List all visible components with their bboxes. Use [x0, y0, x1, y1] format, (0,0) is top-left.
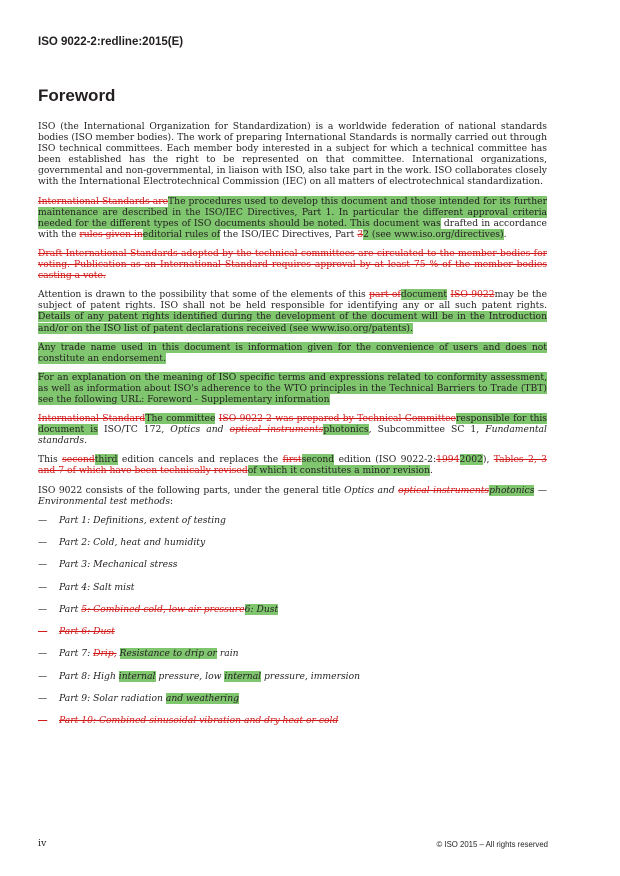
page-number: iv	[38, 838, 47, 849]
paragraph-conformity	[38, 372, 547, 405]
part-label: Part 3: Mechanical stress	[59, 559, 178, 571]
inserted-text: 2 (see www.iso.org/directives)	[363, 228, 504, 240]
paragraph-committee	[38, 413, 547, 446]
dash-bullet: —	[38, 603, 48, 615]
inserted-text: Details of any patent rights identified during the development of the document will be in the Introduction and/or on the ISO list of patent declarations received (see www.iso.org/patents).	[38, 311, 547, 334]
dash-bullet: —	[38, 626, 48, 638]
text: :	[170, 495, 174, 507]
paragraph-procedures	[38, 196, 547, 240]
list-item	[38, 537, 547, 548]
inserted-text: and weathering	[165, 692, 239, 704]
italic-text: Optics and	[170, 424, 230, 436]
document-header-id: ISO 9022-2:redline:2015(E)	[38, 36, 184, 48]
part-label	[59, 604, 278, 615]
text: edition cancels and replaces the	[117, 454, 283, 466]
list-item	[38, 671, 547, 682]
text: .	[430, 465, 433, 477]
paragraph-iso-intro: ISO (the International Organization for Standardization) is a worldwide federation of national standards bodies (ISO member bodies). The work of preparing International Standards is normally carried out through ISO technical committees. Each member body interested in a subject for which a technical committee has been established has the right to be represented on that committee. International organizations, governmental and non-governmental, in liaison with ISO, also take part in the work. ISO collaborates closely with the International Electrotechnical Commission (IEC) on all matters of electrotechnical standardization.	[38, 121, 547, 188]
deleted-text: 1994	[436, 454, 460, 466]
deleted-text: rules given in	[79, 228, 143, 240]
italic-text: Optics and	[344, 484, 399, 496]
paragraph-parts-intro	[38, 485, 547, 507]
deleted-text: International Standard	[38, 413, 146, 425]
list-item	[38, 604, 547, 615]
text: Attention is drawn to the possibility that some of the elements of this	[38, 289, 370, 301]
deleted-text: Drip,	[93, 648, 117, 660]
paragraph-draft-deleted	[38, 248, 547, 281]
deleted-text: second	[62, 454, 95, 466]
part-label: Part 1: Definitions, extent of testing	[59, 514, 226, 526]
text: Part	[59, 603, 82, 615]
deleted-text: first	[282, 454, 302, 466]
inserted-text: internal	[224, 670, 262, 682]
deleted-text: optical instruments	[229, 424, 324, 436]
dash-bullet: —	[38, 692, 48, 704]
inserted-text: Resistance to drip or	[119, 648, 217, 660]
text: ISO 9022 consists of the following parts, under the general title	[38, 484, 345, 496]
list-item	[38, 559, 547, 570]
inserted-text: 6: Dust	[244, 603, 279, 615]
text: .	[84, 435, 88, 447]
deleted-text: optical instruments	[398, 484, 490, 496]
inserted-text: second	[301, 454, 335, 466]
part-label	[59, 671, 360, 682]
italic-text: Environmental test methods	[38, 495, 171, 507]
inserted-text: third	[94, 454, 118, 466]
foreword-body	[38, 121, 547, 738]
list-item	[38, 693, 547, 704]
dash-bullet: —	[38, 670, 48, 682]
inserted-text: responsible for this document is	[38, 413, 548, 436]
deleted-text: Tables 2, 3 and 7 of which have been technically revised	[38, 454, 547, 477]
text: pressure, low	[155, 670, 225, 682]
dash-bullet: —	[38, 715, 48, 727]
part-label	[59, 693, 239, 704]
text: Part 8: High	[59, 670, 119, 682]
paragraph-trade-name	[38, 342, 547, 364]
inserted-text: document	[400, 289, 448, 301]
list-item	[38, 715, 547, 726]
text: —	[534, 484, 547, 496]
text: the ISO/IEC Directives, Part	[220, 228, 358, 240]
inserted-text: photonics	[323, 424, 369, 436]
text: may be the subject of patent rights. ISO shall not be held responsible for identifying any or all such patent rights.	[38, 289, 548, 312]
text: This	[38, 454, 63, 466]
inserted-text: The committee	[145, 413, 216, 425]
deleted-text: International Standards are	[38, 195, 169, 207]
dash-bullet: —	[38, 537, 48, 548]
page-title: Foreword	[38, 86, 116, 105]
deleted-text: 3	[357, 228, 364, 240]
part-label: Part 6: Dust	[59, 626, 115, 638]
inserted-text: of which it constitutes a minor revision	[247, 465, 430, 477]
text: Part 7:	[59, 648, 94, 660]
deleted-text: Draft International Standards adopted by the technical committees are circulated to the member bodies for voting. Publication as an International Standard requires approval by at least 75 % of the member bodies casting a vote.	[38, 247, 547, 282]
list-item	[38, 648, 547, 659]
text: pressure, immersion	[261, 670, 361, 682]
copyright-notice: © ISO 2015 – All rights reserved	[436, 840, 548, 849]
inserted-text: Any trade name used in this document is information given for the convenience of users and does not constitute an endorsement.	[38, 341, 547, 364]
inserted-text: 2002	[459, 454, 483, 466]
list-item	[38, 582, 547, 593]
list-item	[38, 626, 547, 637]
dash-bullet: —	[38, 514, 48, 526]
deleted-text: ISO 9022	[450, 289, 495, 301]
inserted-text: The procedures used to develop this document and those intended for its further maintenance are described in the ISO/IEC Directives, Part 1. In particular the different approval criteria needed for the different types of ISO documents should be noted. This document was	[38, 195, 547, 229]
text: ),	[482, 454, 494, 466]
part-label: Part 2: Cold, heat and humidity	[59, 537, 206, 548]
deleted-text: part of	[369, 289, 401, 301]
text: edition (ISO 9022-2:	[334, 454, 437, 466]
part-label	[59, 648, 239, 659]
paragraph-patent-rights	[38, 289, 547, 333]
deleted-text: ISO 9022-2 was prepared by Technical Committee	[218, 413, 456, 425]
text: .	[503, 228, 507, 240]
dash-bullet: —	[38, 648, 48, 660]
text: drafted in accordance with the	[38, 217, 547, 240]
part-label: Part 4: Salt mist	[59, 581, 135, 593]
text: , Subcommittee SC 1,	[368, 424, 486, 436]
text: Part 9: Solar radiation	[59, 692, 166, 704]
text: rain	[216, 648, 239, 660]
inserted-text: editorial rules of	[142, 228, 221, 240]
inserted-text: photonics	[489, 484, 535, 496]
parts-list	[38, 515, 547, 727]
part-label: Part 10: Combined sinusoidal vibration and dry heat or cold	[59, 715, 339, 727]
inserted-text: internal	[118, 670, 156, 682]
list-item	[38, 515, 547, 526]
paragraph-edition	[38, 454, 547, 476]
dash-bullet: —	[38, 559, 48, 571]
italic-text: Fundamental standards	[38, 424, 547, 447]
deleted-text: 5: Combined cold, low air pressure	[81, 603, 245, 615]
text: ISO/TC 172,	[97, 424, 171, 436]
dash-bullet: —	[38, 581, 48, 593]
inserted-text: For an explanation on the meaning of ISO specific terms and expressions related to conformity assessment, as well as information about ISO's adherence to the WTO principles in the Technical Barriers to Trade (TBT) see the following URL: Foreword - Supplementary information	[38, 371, 547, 405]
